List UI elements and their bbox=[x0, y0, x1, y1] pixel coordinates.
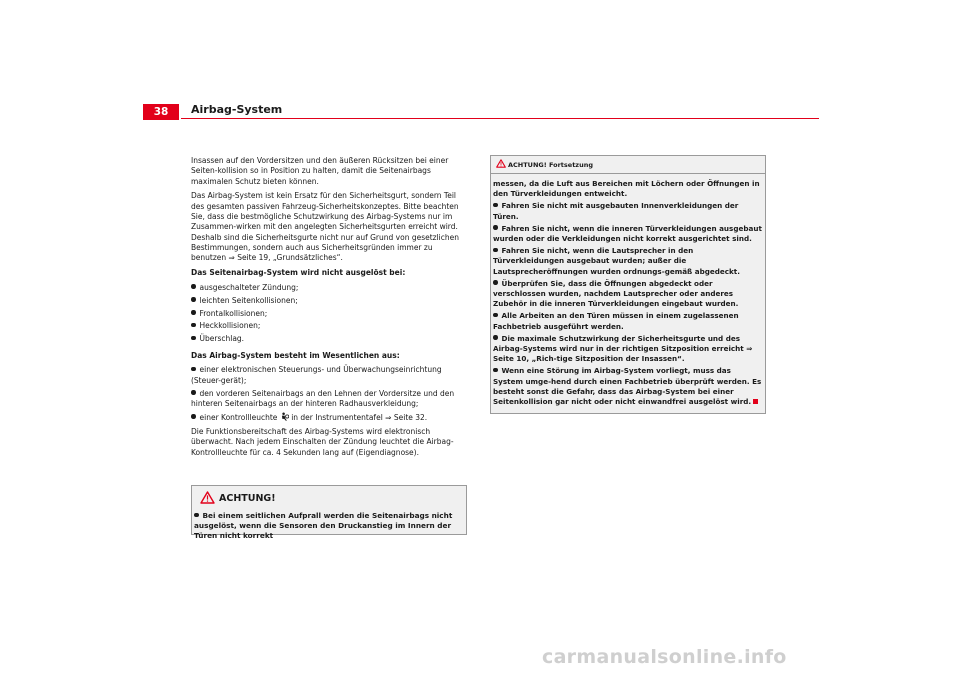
paragraph: Die Funktionsbereitschaft des Airbag-Systems wird elektronisch überwacht. Nach jedem Einschalten der Zündung leuchtet die Airbag-Kontrollleuchte für ca. 4 Sekunden lang auf (Eigendiagnose). bbox=[191, 427, 454, 457]
section-heading: Das Seitenairbag-System wird nicht ausgelöst bei: bbox=[191, 267, 406, 277]
end-of-section-icon bbox=[753, 399, 758, 404]
page-reference[interactable]: Seite 10, „Rich-tige Sitzposition der Insassen“. bbox=[493, 354, 685, 364]
warning-bullet: Überprüfen Sie, dass die Öffnungen abgedeckt oder verschlossen wurden, nachdem Lautsprecher oder anderes Zubehör in die inneren Türverkleidungen eingebaut wurden. bbox=[493, 278, 739, 309]
warning-bullet: Fahren Sie nicht, wenn die inneren Türverkleidungen ausgebaut wurden oder die Verkleidungen nicht korrekt ausgerichtet sind. bbox=[493, 223, 762, 244]
list-item: einer Kontrollleuchte in der Instrumententafel ⇒ Seite 32. bbox=[191, 412, 467, 423]
arrow-icon: ⇒ bbox=[746, 344, 753, 354]
page-number: 38 bbox=[143, 104, 179, 120]
paragraph bbox=[191, 191, 467, 263]
list-item: Heckkollisionen; bbox=[191, 321, 467, 331]
bullet-icon bbox=[493, 335, 498, 340]
warning-bullet: Wenn eine Störung im Airbag-System vorliegt, muss das System umge-hend durch einen Fachbetrieb überprüft werden. Es besteht sonst die Gefahr, dass das Airbag-System bei einer Seitenkollision gar nicht oder nicht einwandfrei ausgelöst wird. bbox=[493, 366, 762, 407]
bullet-icon bbox=[191, 310, 196, 315]
list-item: Frontalkollisionen; bbox=[191, 309, 467, 319]
bullet-icon bbox=[493, 280, 498, 285]
list-item: den vorderen Seitenairbags an den Lehnen der Vordersitze und den hinteren Seitenairbags an der hinteren Radhausverkleidung; bbox=[191, 388, 455, 408]
bullet-icon bbox=[493, 313, 498, 318]
chapter-title: Airbag-System bbox=[191, 103, 283, 116]
arrow-icon: ⇒ bbox=[228, 253, 235, 263]
bullet-icon bbox=[493, 225, 498, 230]
bullet-icon bbox=[194, 513, 199, 518]
paragraph: messen, da die Luft aus Bereichen mit Löchern oder Öffnungen in den Türverkleidungen entweicht. bbox=[493, 179, 760, 199]
bullet-icon bbox=[191, 367, 196, 372]
paragraph: Insassen auf den Vordersitzen und den äußeren Rücksitzen bei einer Seiten-kollision so in Position zu halten, damit die Seitenairbags maximalen Schutz bieten können. bbox=[191, 156, 449, 186]
section-heading: Das Airbag-System besteht im Wesentlichen aus: bbox=[191, 350, 400, 360]
warning-box bbox=[191, 485, 467, 541]
list-item: einer elektronischen Steuerungs- und Überwachungseinrichtung (Steuer-gerät); bbox=[191, 365, 442, 385]
bullet-icon bbox=[191, 414, 196, 419]
bullet-icon bbox=[493, 368, 498, 373]
bullet-icon bbox=[493, 203, 498, 208]
warning-triangle-icon bbox=[200, 491, 215, 504]
warning-header bbox=[192, 486, 466, 510]
header-divider bbox=[181, 118, 819, 119]
warning-title: ACHTUNG! Fortsetzung bbox=[508, 161, 593, 169]
warning-bullet: Die maximale Schutzwirkung der Sicherheitsgurte und des Airbag-Systems wird nur in der richtigen Sitzposition erreicht ⇒ Seite 10, „Rich-tige Sitzposition der Insassen“. bbox=[493, 333, 753, 364]
warning-bullet: Fahren Sie nicht, wenn die Lautsprecher in den Türverkleidungen ausgebaut wurden; außer die Lautsprecheröffnungen wurden ordnungs-gemäß abgedeckt. bbox=[493, 246, 740, 276]
bullet-icon bbox=[493, 248, 498, 253]
paragraph-text: Das Airbag-System ist kein Ersatz für den Sicherheitsgurt, sondern Teil des gesamten passiven Fahrzeug-Sicherheitskonzeptes. Bitte beachten Sie, dass die bestmögliche Schutzwirkung des Airbag-Systems nur im Zusammen-wirken mit den angelegten Sicherheitsgurten erreicht wird. Deshalb sind die Sicherheitsgurte nicht nur auf Grund von gesetzlichen Bestimmungen, sondern auch aus Sicherheitsgründen immer zu benutzen bbox=[191, 191, 460, 263]
list-item: Überschlag. bbox=[191, 334, 467, 344]
bullet-list bbox=[191, 365, 467, 423]
warning-body bbox=[491, 174, 765, 407]
left-column bbox=[191, 156, 467, 462]
bullet-icon bbox=[191, 323, 196, 328]
page-reference[interactable]: Seite 19, „Grundsätzliches“. bbox=[237, 253, 343, 263]
warning-bullet: Fahren Sie nicht mit ausgebauten Innenverkleidungen der Türen. bbox=[493, 201, 739, 221]
bullet-icon bbox=[191, 390, 196, 395]
arrow-icon: ⇒ bbox=[385, 412, 392, 422]
warning-text: Bei einem seitlichen Aufprall werden die Seitenairbags nicht ausgelöst, wenn die Sensoren den Druckanstieg im Innern der Türen nicht korrekt bbox=[194, 511, 453, 541]
warning-box-continued bbox=[490, 155, 766, 414]
watermark: carmanualsonline.info bbox=[542, 646, 787, 668]
page-reference[interactable]: Seite 32. bbox=[393, 412, 428, 422]
airbag-lamp-icon bbox=[280, 412, 289, 421]
list-item: ausgeschalteter Zündung; bbox=[191, 283, 467, 293]
bullet-icon bbox=[191, 284, 196, 289]
warning-triangle-icon bbox=[496, 159, 506, 168]
warning-header bbox=[491, 156, 765, 174]
list-item: leichten Seitenkollisionen; bbox=[191, 296, 467, 306]
bullet-icon bbox=[191, 336, 196, 341]
warning-title: ACHTUNG! bbox=[219, 493, 276, 504]
warning-bullet: Alle Arbeiten an den Türen müssen in einem zugelassenen Fachbetrieb ausgeführt werden. bbox=[493, 311, 739, 331]
bullet-list bbox=[191, 283, 467, 345]
bullet-icon bbox=[191, 297, 196, 302]
